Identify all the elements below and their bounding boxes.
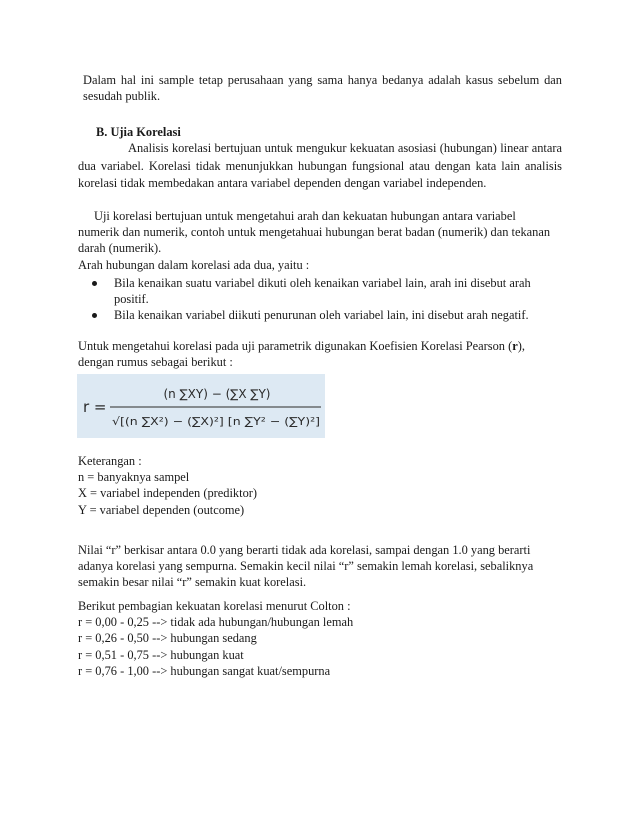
pearson-intro-paragraph (78, 338, 562, 370)
colton-title: Berikut pembagian kekuatan korelasi menurut Colton : (78, 599, 351, 613)
range-note-paragraph (78, 542, 562, 591)
bullet-icon (92, 313, 97, 318)
direction-bullet-list (78, 275, 558, 324)
list-item: r = 0,76 - 1,00 --> hubungan sangat kuat/sempurna (78, 663, 331, 678)
intro-line-2: sesudah publik. (83, 89, 161, 104)
definition-line-3: korelasi tidak membedakan antara variabel dependen dengan variabel independen. (78, 176, 487, 190)
formula-lhs: r = (83, 398, 107, 416)
legend-y: Y = variabel dependen (outcome) (78, 502, 245, 517)
list-item: r = 0,51 - 0,75 --> hubungan kuat (78, 647, 244, 662)
purpose-line-2: numerik dan numerik, contoh untuk mengetahuai hubungan berat badan (numerik) dan tekanan (78, 225, 551, 240)
bullet-1-line-1: Bila kenaikan suatu variabel dikuti oleh kenaikan variabel lain, arah ini disebut arah (114, 276, 531, 290)
purpose-line-1: Uji korelasi bertujuan untuk mengetahui arah dan kekuatan hubungan antara variabel (94, 209, 516, 223)
pearson-symbol: r (512, 339, 518, 353)
list-item: r = 0,26 - 0,50 --> hubungan sedang (78, 631, 257, 646)
pearson-intro-tail: ), (517, 339, 525, 353)
definition-line-1: Analisis korelasi bertujuan untuk mengukur kekuatan asosiasi (hubungan) linear antara (128, 141, 562, 155)
legend-n: n = banyaknya sampel (78, 470, 190, 485)
legend-x: X = variabel independen (prediktor) (78, 486, 258, 501)
pearson-intro-line-1 (78, 338, 562, 354)
list-item: r = 0,00 - 0,25 --> tidak ada hubungan/hubungan lemah (78, 615, 354, 630)
bullet-2-line-1: Bila kenaikan variabel diikuti penurunan oleh variabel lain, ini disebut arah negatif. (114, 308, 529, 323)
pearson-intro-text: Untuk mengetahui korelasi pada uji parametrik digunakan Koefisien Korelasi Pearson ( (78, 339, 513, 353)
range-line-3: semakin besar nilai “r” semakin kuat korelasi. (78, 575, 307, 590)
purpose-line-4: Arah hubungan dalam korelasi ada dua, yaitu : (78, 257, 310, 272)
range-line-2: adanya korelasi yang sempurna. Semakin kecil nilai “r” semakin lemah korelasi, sebaliknya (78, 559, 534, 574)
list-item (78, 307, 558, 323)
purpose-line-3: darah (numerik). (78, 241, 162, 256)
list-item (78, 275, 558, 307)
bullet-1-line-2: positif. (114, 292, 149, 307)
section-heading: B. Ujia Korelasi (96, 125, 181, 139)
purpose-paragraph (78, 208, 562, 273)
range-line-1: Nilai “r” berkisar antara 0.0 yang berarti tidak ada korelasi, sampai dengan 1.0 yang berarti (78, 543, 531, 557)
legend-block (78, 453, 562, 518)
formula-svg (77, 374, 325, 438)
formula-denominator: √[(n ∑X²) − (∑X)²] [n ∑Y² − (∑Y)²] (112, 415, 320, 428)
definition-line-2: dua variabel. Korelasi tidak menunjukkan hubungan fungsional atau dengan kata lain analisis (78, 158, 562, 173)
intro-line-1: Dalam hal ini sample tetap perusahaan yang sama hanya bedanya adalah kasus sebelum dan (83, 73, 562, 87)
pearson-intro-line-2: dengan rumus sebagai berikut : (78, 355, 233, 370)
bullet-icon (92, 281, 97, 286)
pearson-formula-image (77, 374, 325, 438)
formula-numerator: (n ∑XY) − (∑X ∑Y) (163, 387, 271, 401)
intro-paragraph (83, 72, 562, 104)
colton-block (78, 598, 562, 679)
legend-title: Keterangan : (78, 454, 142, 468)
correlation-definition-paragraph (78, 140, 562, 193)
